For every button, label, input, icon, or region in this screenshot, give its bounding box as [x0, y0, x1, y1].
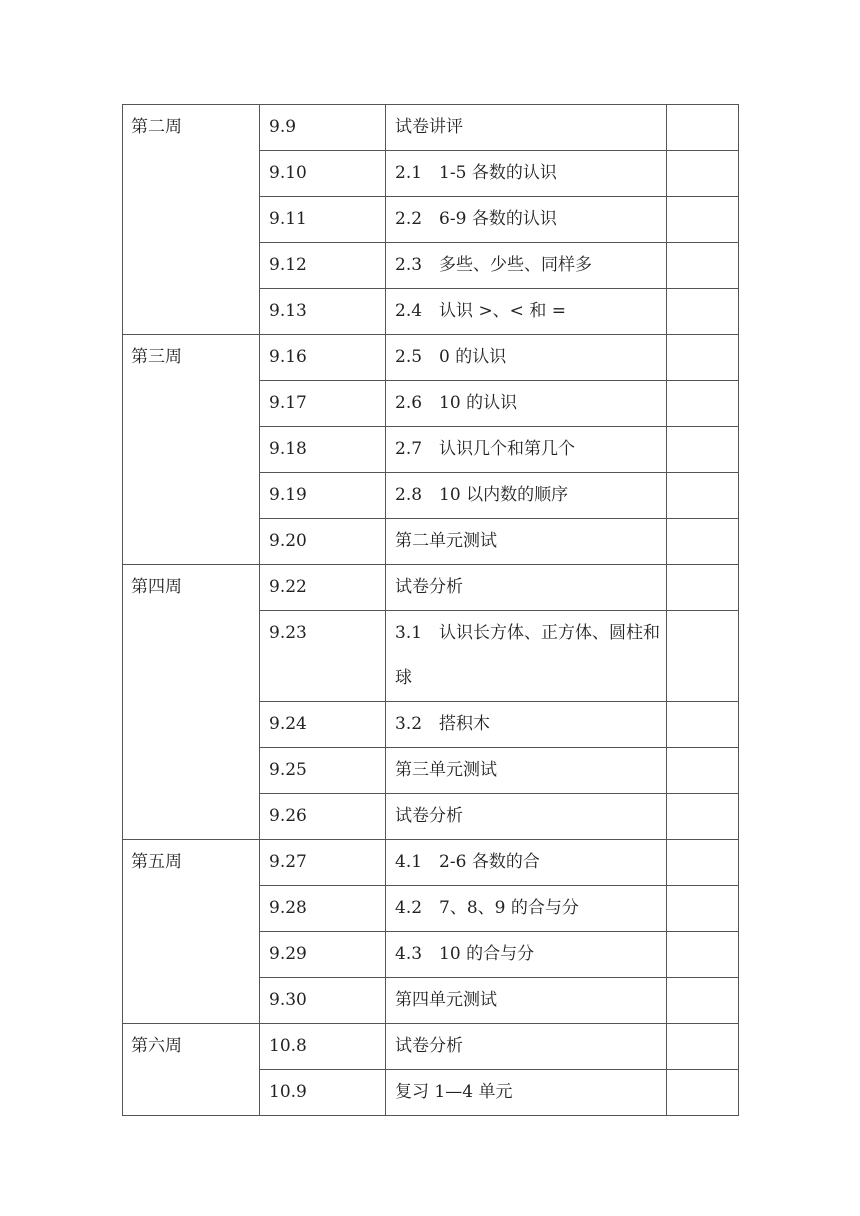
lesson-cell: 试卷分析 [386, 1024, 667, 1070]
date-cell: 9.9 [260, 105, 386, 151]
date-cell: 10.9 [260, 1070, 386, 1116]
lesson-cell: 试卷分析 [386, 794, 667, 840]
lesson-cell: 3.2 搭积木 [386, 702, 667, 748]
date-cell: 9.23 [260, 611, 386, 702]
note-cell [667, 611, 739, 702]
lesson-cell: 第二单元测试 [386, 519, 667, 565]
date-cell: 9.18 [260, 427, 386, 473]
date-cell: 9.26 [260, 794, 386, 840]
note-cell [667, 105, 739, 151]
lesson-cell: 试卷讲评 [386, 105, 667, 151]
date-cell: 9.27 [260, 840, 386, 886]
table-row [123, 565, 739, 611]
date-cell: 9.11 [260, 197, 386, 243]
lesson-cell: 2.8 10 以内数的顺序 [386, 473, 667, 519]
date-cell: 9.29 [260, 932, 386, 978]
note-cell [667, 151, 739, 197]
lesson-cell: 第四单元测试 [386, 978, 667, 1024]
lesson-cell: 4.3 10 的合与分 [386, 932, 667, 978]
note-cell [667, 243, 739, 289]
schedule-table [122, 104, 739, 1116]
table-row [123, 840, 739, 886]
lesson-cell: 第三单元测试 [386, 748, 667, 794]
lesson-cell: 2.5 0 的认识 [386, 335, 667, 381]
note-cell [667, 840, 739, 886]
lesson-cell: 2.4 认识 >、< 和 = [386, 289, 667, 335]
note-cell [667, 565, 739, 611]
note-cell [667, 289, 739, 335]
date-cell: 9.22 [260, 565, 386, 611]
lesson-cell: 4.1 2-6 各数的合 [386, 840, 667, 886]
date-cell: 9.25 [260, 748, 386, 794]
week-label: 第三周 [123, 335, 260, 565]
table-row [123, 335, 739, 381]
week-label: 第二周 [123, 105, 260, 335]
note-cell [667, 1070, 739, 1116]
note-cell [667, 427, 739, 473]
lesson-cell: 试卷分析 [386, 565, 667, 611]
note-cell [667, 978, 739, 1024]
date-cell: 9.12 [260, 243, 386, 289]
lesson-cell: 2.6 10 的认识 [386, 381, 667, 427]
note-cell [667, 473, 739, 519]
date-cell: 9.24 [260, 702, 386, 748]
table-row [123, 105, 739, 151]
date-cell: 9.28 [260, 886, 386, 932]
date-cell: 9.17 [260, 381, 386, 427]
note-cell [667, 886, 739, 932]
date-cell: 9.19 [260, 473, 386, 519]
date-cell: 9.16 [260, 335, 386, 381]
note-cell [667, 519, 739, 565]
lesson-cell: 2.1 1-5 各数的认识 [386, 151, 667, 197]
date-cell: 9.30 [260, 978, 386, 1024]
lesson-cell: 3.1 认识长方体、正方体、圆柱和球 [386, 611, 667, 702]
date-cell: 9.20 [260, 519, 386, 565]
note-cell [667, 335, 739, 381]
note-cell [667, 381, 739, 427]
note-cell [667, 932, 739, 978]
lesson-cell: 2.3 多些、少些、同样多 [386, 243, 667, 289]
table-row [123, 1024, 739, 1070]
lesson-cell: 2.2 6-9 各数的认识 [386, 197, 667, 243]
lesson-cell: 2.7 认识几个和第几个 [386, 427, 667, 473]
note-cell [667, 794, 739, 840]
note-cell [667, 197, 739, 243]
lesson-cell: 复习 1—4 单元 [386, 1070, 667, 1116]
note-cell [667, 1024, 739, 1070]
week-label: 第四周 [123, 565, 260, 840]
week-label: 第六周 [123, 1024, 260, 1116]
date-cell: 9.13 [260, 289, 386, 335]
note-cell [667, 702, 739, 748]
lesson-cell: 4.2 7、8、9 的合与分 [386, 886, 667, 932]
note-cell [667, 748, 739, 794]
date-cell: 9.10 [260, 151, 386, 197]
date-cell: 10.8 [260, 1024, 386, 1070]
week-label: 第五周 [123, 840, 260, 1024]
